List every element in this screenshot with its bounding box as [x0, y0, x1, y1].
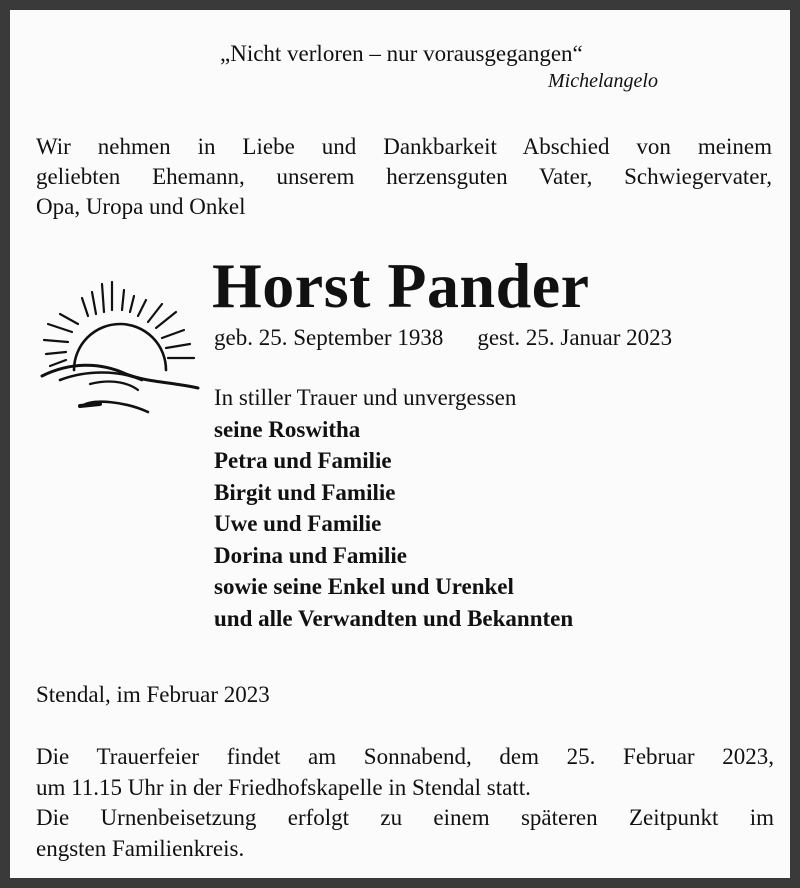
deceased-name: Horst Pander — [212, 250, 590, 321]
mourner-entry: Uwe und Familie — [214, 511, 382, 536]
ceremony-line: engsten Familienkreis. — [36, 835, 245, 861]
mourner-entry: und alle Verwandten und Bekannten — [214, 605, 574, 631]
mourner-entry: Petra und Familie — [214, 448, 392, 473]
ceremony-line: Die Urnenbeisetzung erfolgt zu einem späteren Zeitpunkt im — [36, 805, 774, 830]
intro-line: geliebten Ehemann, unserem herzensguten Vater, Schwiegervater, — [36, 164, 772, 189]
death-date: gest. 25. Januar 2023 — [477, 325, 673, 350]
sunset-over-hills-icon — [30, 270, 200, 420]
obituary-notice — [10, 10, 790, 878]
mourner-entry: Birgit und Familie — [214, 479, 396, 505]
intro-line: Opa, Uropa und Onkel — [36, 194, 246, 219]
ceremony-info — [36, 742, 774, 864]
ceremony-line: um 11.15 Uhr in der Friedhofskapelle in Stendal statt. — [36, 774, 531, 800]
quote-author: Michelangelo — [548, 70, 658, 92]
birth-date: geb. 25. September 1938 — [214, 325, 444, 350]
mourners-list — [214, 382, 573, 634]
mourner-entry: seine Roswitha — [214, 416, 361, 442]
mourner-entry: Dorina und Familie — [214, 542, 407, 568]
place-date: Stendal, im Februar 2023 — [36, 682, 270, 707]
quote-text: „Nicht verloren – nur vorausgegangen“ — [220, 41, 583, 66]
life-dates — [214, 323, 672, 353]
intro-paragraph — [36, 132, 772, 222]
mourners-lead: In stiller Trauer und unvergessen — [214, 385, 517, 410]
intro-line: Wir nehmen in Liebe und Dankbarkeit Abschied von meinem — [36, 134, 772, 159]
ceremony-line: Die Trauerfeier findet am Sonnabend, dem 25. Februar 2023, — [36, 744, 774, 769]
mourner-entry: sowie seine Enkel und Urenkel — [214, 574, 514, 599]
